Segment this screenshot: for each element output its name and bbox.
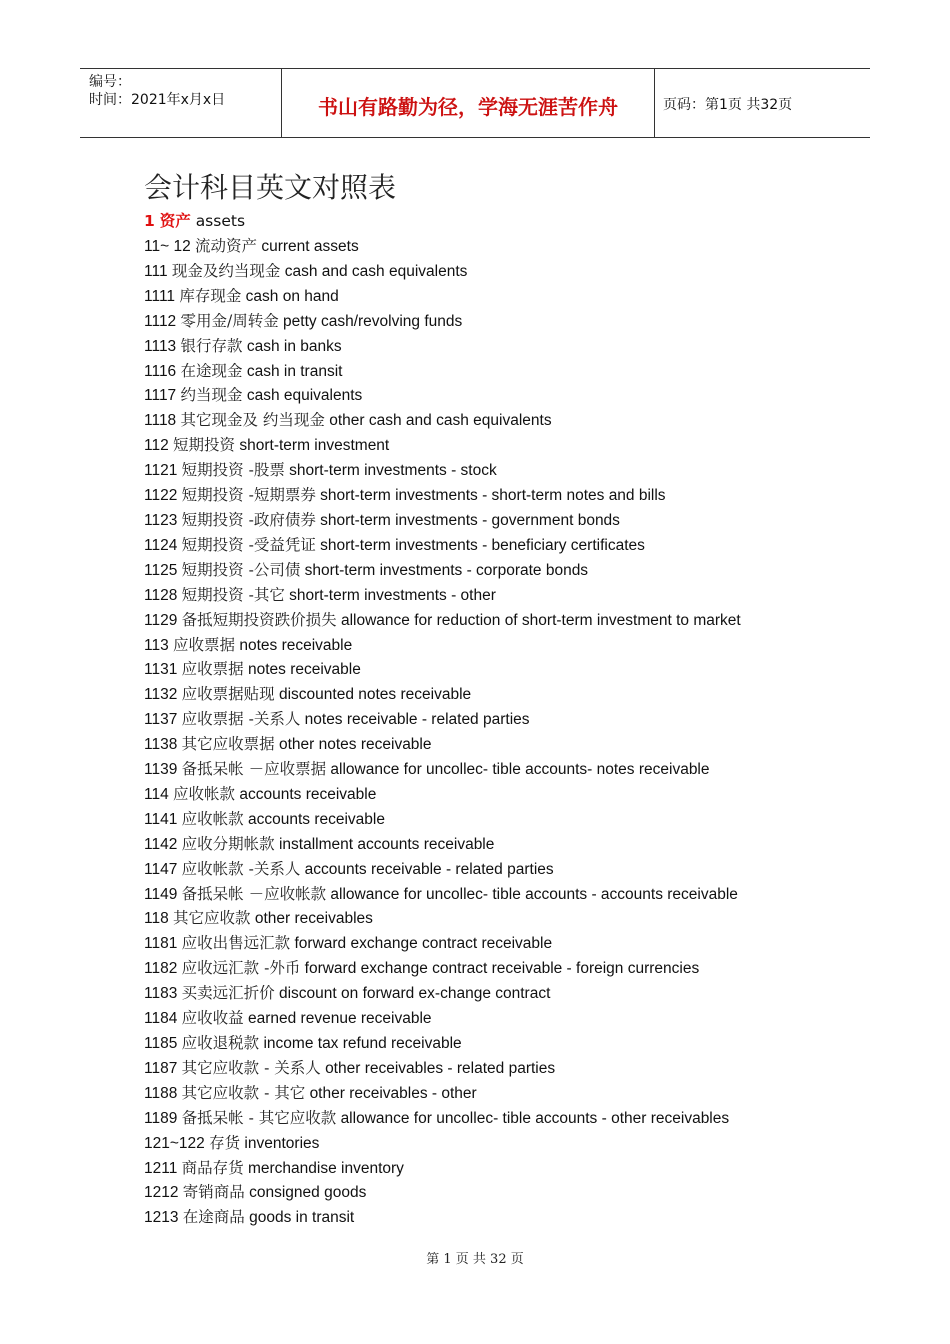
account-entry <box>144 658 934 683</box>
header-left-cell <box>80 69 281 137</box>
account-name-en: cash on hand <box>245 287 339 305</box>
account-name-en: short-term investment <box>239 437 390 455</box>
account-code: 1147 <box>144 860 178 878</box>
account-name-zh: 其它应收款 <box>173 909 251 928</box>
account-name-zh: 短期投资 -受益凭证 <box>181 535 316 554</box>
header-right-cell <box>654 69 870 137</box>
account-name-en: earned revenue receivable <box>247 1010 432 1028</box>
account-name-zh: 应收分期帐款 <box>181 834 275 853</box>
account-name-zh: 应收退税款 <box>181 1034 260 1052</box>
account-name-zh: 其它现金及 约当现金 <box>180 411 325 430</box>
account-name-en: other receivables - other <box>309 1084 477 1102</box>
account-name-en: petty cash/revolving funds <box>283 312 463 330</box>
section-en: assets <box>195 212 246 230</box>
account-entry <box>144 683 934 708</box>
account-entry <box>144 808 934 833</box>
account-name-zh: 应收帐款 -关系人 <box>181 859 301 878</box>
account-code: 1183 <box>144 985 178 1003</box>
account-name-en: discounted notes receivable <box>278 686 472 704</box>
account-code: 11~ 12 <box>144 238 191 255</box>
account-code: 112 <box>144 437 169 455</box>
account-code: 1113 <box>144 337 177 355</box>
account-entry <box>144 708 934 733</box>
account-code: 1185 <box>144 1035 178 1052</box>
account-name-zh: 应收票据 <box>173 635 236 654</box>
account-name-zh: 应收帐款 <box>173 784 236 803</box>
account-code: 1187 <box>144 1059 178 1077</box>
account-name-zh: 约当现金 <box>180 386 243 405</box>
account-entry <box>144 733 934 758</box>
account-name-en: allowance for uncollec- tible accounts - accounts receivable <box>330 885 738 903</box>
account-name-zh: 短期投资 -其它 <box>181 585 285 604</box>
account-code: 1132 <box>144 686 178 704</box>
section-number: 1 <box>144 212 155 230</box>
account-entry <box>144 907 934 932</box>
account-name-zh: 在途现金 <box>180 361 243 380</box>
account-entry <box>144 1082 934 1107</box>
account-code: 121~122 <box>144 1134 205 1152</box>
account-name-zh: 应收帐款 <box>181 809 244 828</box>
account-name-en: short-term investments - short-term notes and bills <box>320 487 666 505</box>
account-list <box>144 235 934 1231</box>
account-name-en: allowance for reduction of short-term investment to market <box>340 611 741 629</box>
account-entry <box>144 932 934 957</box>
account-name-en: forward exchange contract receivable <box>294 935 553 953</box>
account-name-en: short-term investments - government bonds <box>320 511 620 529</box>
account-name-zh: 备抵呆帐 - 其它应收款 <box>181 1108 337 1127</box>
account-name-en: other receivables - related parties <box>325 1059 556 1077</box>
account-name-zh: 零用金/周转金 <box>180 311 279 330</box>
account-name-zh: 应收票据 <box>181 660 244 679</box>
account-name-en: inventories <box>244 1134 320 1152</box>
account-name-en: merchandise inventory <box>247 1159 404 1177</box>
account-code: 1142 <box>144 835 178 853</box>
account-name-zh: 短期投资 -股票 <box>181 461 285 480</box>
account-name-zh: 现金及约当现金 <box>171 261 281 280</box>
account-entry <box>144 758 934 783</box>
account-name-zh: 其它应收票据 <box>181 735 275 754</box>
account-entry <box>144 783 934 808</box>
account-name-zh: 银行存款 <box>180 336 243 355</box>
account-name-en: short-term investments - stock <box>289 462 497 480</box>
account-name-zh: 应收票据贴现 <box>181 685 275 704</box>
account-code: 1128 <box>144 586 178 604</box>
account-name-en: other cash and cash equivalents <box>329 412 552 430</box>
account-name-en: cash in banks <box>246 337 342 355</box>
account-name-en: short-term investments - beneficiary certificates <box>320 536 645 554</box>
account-entry <box>144 484 934 509</box>
header-middle-cell <box>281 69 655 137</box>
account-entry <box>144 1206 934 1231</box>
account-name-en: current assets <box>261 238 359 255</box>
account-name-en: notes receivable <box>247 661 361 679</box>
account-code: 1181 <box>144 935 178 953</box>
account-code: 1189 <box>144 1109 178 1127</box>
code-label: 编号： <box>89 74 131 90</box>
date-label: 时间：2021年x月x日 <box>89 92 226 108</box>
account-name-zh: 其它应收款 - 其它 <box>181 1083 306 1102</box>
account-name-zh: 商品存货 <box>181 1158 244 1177</box>
account-code: 1211 <box>144 1159 178 1177</box>
account-code: 1112 <box>144 312 177 330</box>
account-name-en: accounts receivable <box>247 810 385 828</box>
page-header <box>80 68 870 138</box>
account-name-en: short-term investments - other <box>289 586 496 604</box>
account-name-zh: 短期投资 -短期票券 <box>181 486 316 505</box>
account-entry <box>144 434 934 459</box>
account-name-zh: 寄销商品 <box>182 1183 245 1202</box>
account-name-zh: 其它应收款 - 关系人 <box>181 1058 321 1077</box>
account-name-en: discount on forward ex-change contract <box>278 985 551 1003</box>
account-name-zh: 流动资产 <box>195 237 258 255</box>
account-name-zh: 应收远汇款 -外币 <box>181 959 301 978</box>
section-zh: 资产 <box>159 212 191 230</box>
account-name-en: other receivables <box>254 910 373 928</box>
account-entry <box>144 833 934 858</box>
account-name-en: goods in transit <box>249 1209 355 1227</box>
account-code: 1139 <box>144 761 178 779</box>
account-name-en: notes receivable - related parties <box>304 711 530 729</box>
account-name-zh: 短期投资 -政府债券 <box>181 510 316 529</box>
account-code: 1116 <box>144 362 177 380</box>
account-code: 1122 <box>144 487 178 505</box>
account-name-en: accounts receivable - related parties <box>304 860 554 878</box>
account-entry <box>144 459 934 484</box>
account-entry <box>144 1107 934 1132</box>
account-name-zh: 应收出售远汇款 <box>181 934 291 953</box>
account-code: 1117 <box>144 387 177 405</box>
motto: 书山有路勤为径，学海无涯苦作舟 <box>318 95 618 119</box>
document-title: 会计科目英文对照表 <box>144 171 397 204</box>
account-code: 114 <box>144 785 169 803</box>
account-name-en: short-term investments - corporate bonds <box>304 561 589 579</box>
account-name-zh: 库存现金 <box>179 286 242 305</box>
account-code: 1184 <box>144 1010 178 1028</box>
account-entry <box>144 409 934 434</box>
account-code: 1137 <box>144 711 178 729</box>
account-entry <box>144 1132 934 1157</box>
account-name-zh: 短期投资 <box>173 436 236 455</box>
account-code: 1188 <box>144 1084 178 1102</box>
account-entry <box>144 310 934 335</box>
account-code: 1213 <box>144 1209 179 1227</box>
account-code: 1149 <box>144 885 178 903</box>
account-name-en: installment accounts receivable <box>278 835 495 853</box>
account-code: 1125 <box>144 561 178 579</box>
account-name-zh: 应收票据 -关系人 <box>181 710 301 729</box>
account-code: 1129 <box>144 611 178 629</box>
account-entry <box>144 957 934 982</box>
account-entry <box>144 1032 934 1057</box>
page-info: 页码：第1页 共32页 <box>663 97 793 113</box>
account-name-en: cash and cash equivalents <box>284 262 468 280</box>
account-name-zh: 在途商品 <box>182 1208 245 1227</box>
account-code: 113 <box>144 636 169 654</box>
account-entry <box>144 982 934 1007</box>
account-code: 111 <box>144 262 168 280</box>
account-code: 1111 <box>144 287 176 305</box>
account-entry <box>144 335 934 360</box>
account-code: 1131 <box>144 661 178 679</box>
account-name-zh: 备抵短期投资跌价损失 <box>181 610 337 629</box>
account-code: 118 <box>144 910 169 928</box>
account-name-en: consigned goods <box>249 1184 367 1202</box>
account-code: 1138 <box>144 736 178 754</box>
account-code: 1212 <box>144 1184 179 1202</box>
account-name-en: allowance for uncollec- tible accounts- notes receivable <box>330 761 710 779</box>
account-name-en: forward exchange contract receivable - foreign currencies <box>304 960 700 978</box>
account-name-zh: 存货 <box>209 1133 241 1152</box>
account-entry <box>144 584 934 609</box>
account-name-zh: 备抵呆帐 －应收帐款 <box>181 884 327 903</box>
account-entry <box>144 609 934 634</box>
account-name-en: accounts receivable <box>239 785 377 803</box>
account-code: 1141 <box>144 810 178 828</box>
account-entry <box>144 285 934 310</box>
account-code: 1182 <box>144 960 178 978</box>
account-entry <box>144 360 934 385</box>
section-heading <box>144 210 245 232</box>
account-name-en: other notes receivable <box>278 736 432 754</box>
account-name-zh: 短期投资 -公司债 <box>181 560 301 579</box>
account-entry <box>144 1181 934 1206</box>
account-entry <box>144 883 934 908</box>
account-entry <box>144 634 934 659</box>
account-code: 1124 <box>144 536 178 554</box>
account-code: 1123 <box>144 511 178 529</box>
account-code: 1118 <box>144 412 177 430</box>
account-code: 1121 <box>144 462 178 480</box>
account-name-zh: 备抵呆帐 －应收票据 <box>181 760 327 779</box>
account-name-zh: 买卖远汇折价 <box>181 984 275 1003</box>
account-entry <box>144 384 934 409</box>
account-entry <box>144 1057 934 1082</box>
account-entry <box>144 235 934 260</box>
account-entry <box>144 534 934 559</box>
account-entry <box>144 509 934 534</box>
account-name-en: allowance for uncollec- tible accounts - other receivables <box>340 1109 730 1127</box>
account-entry <box>144 260 934 285</box>
account-name-en: cash in transit <box>246 362 343 380</box>
account-name-en: notes receivable <box>239 636 353 654</box>
account-entry <box>144 1007 934 1032</box>
account-entry <box>144 858 934 883</box>
account-name-zh: 应收收益 <box>181 1009 244 1028</box>
account-entry <box>144 559 934 584</box>
account-name-en: income tax refund receivable <box>263 1035 462 1052</box>
account-entry <box>144 1157 934 1182</box>
page-footer: 第 1 页 共 32 页 <box>426 1252 524 1267</box>
account-name-en: cash equivalents <box>246 387 363 405</box>
